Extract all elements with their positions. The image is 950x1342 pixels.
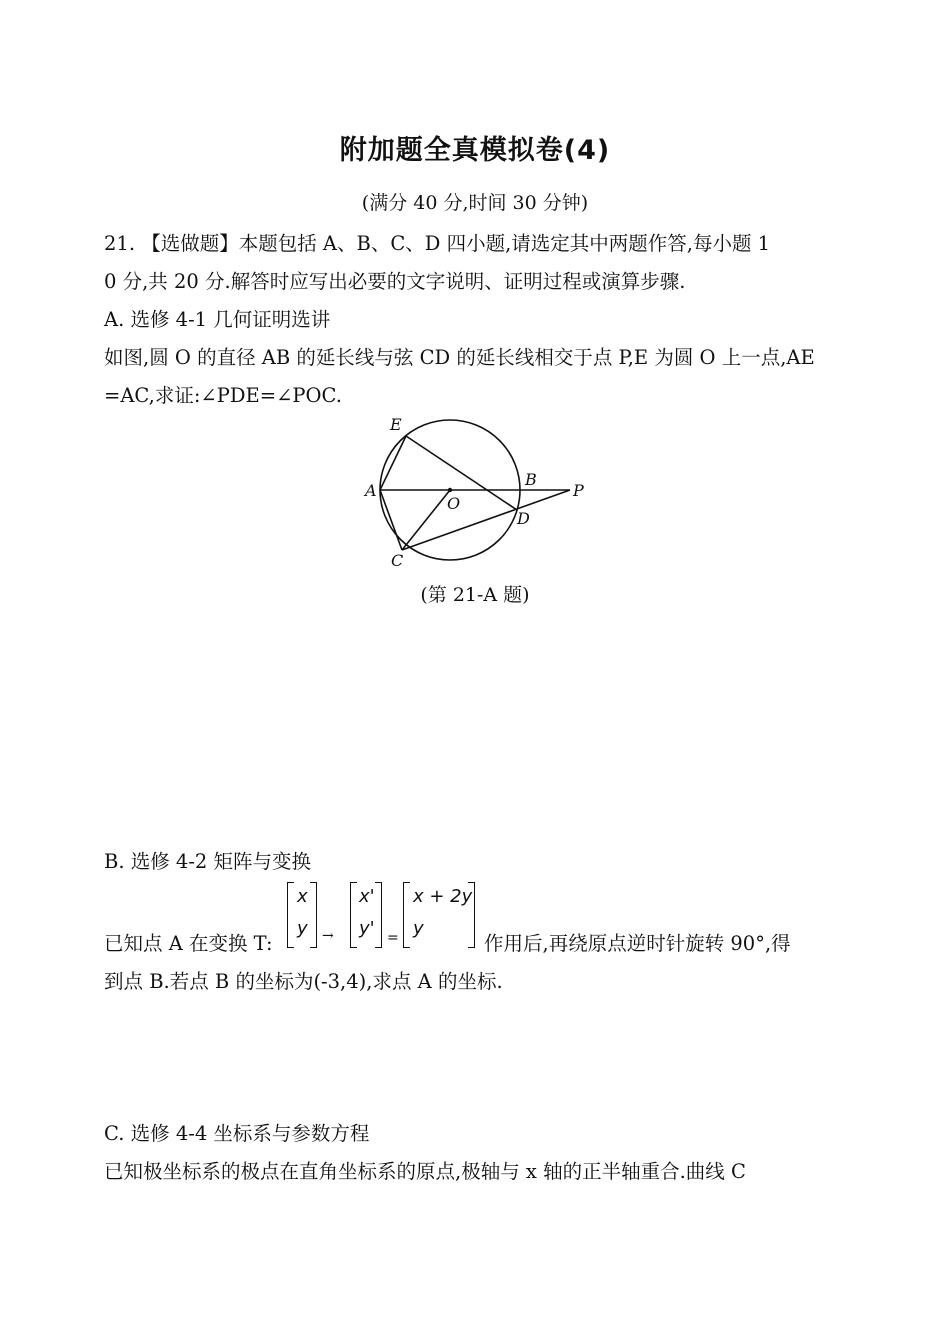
part-b-heading: B. 选修 4-2 矩阵与变换 <box>104 850 312 873</box>
matrix-xy <box>287 882 317 946</box>
part-a-heading: A. 选修 4-1 几何证明选讲 <box>104 308 331 331</box>
matrix-result-top: x + 2y <box>413 886 473 907</box>
matrix-result-bottom: y <box>413 918 424 939</box>
segment-ac <box>380 490 402 550</box>
matrix-xy-prime <box>350 882 382 946</box>
label-a: A <box>365 481 377 500</box>
matrix-xy-bottom: y <box>297 918 308 939</box>
equals-symbol: = <box>387 930 399 946</box>
part-b-line2: 到点 B.若点 B 的坐标为(-3,4),求点 A 的坐标. <box>104 970 503 993</box>
matrix-xy-top: x <box>297 886 308 907</box>
page-title: 附加题全真模拟卷(4) <box>339 135 611 166</box>
line-cp <box>402 490 570 550</box>
arrow-symbol: → <box>322 928 334 944</box>
label-e: E <box>390 415 402 434</box>
part-c-heading: C. 选修 4-4 坐标系与参数方程 <box>104 1122 370 1145</box>
matrix-xy-prime-bottom: y' <box>359 918 375 939</box>
matrix-result <box>403 882 475 946</box>
segment-ae <box>380 436 406 490</box>
label-b: B <box>525 470 537 489</box>
point-o <box>448 488 452 492</box>
figure-caption: (第 21-A 题) <box>420 584 530 606</box>
part-b-prefix: 已知点 A 在变换 T: <box>104 932 273 955</box>
label-p: P <box>573 481 584 500</box>
part-a-line2: =AC,求证:∠PDE=∠POC. <box>104 384 342 407</box>
label-o: O <box>447 494 461 513</box>
page-subtitle: (满分 40 分,时间 30 分钟) <box>361 192 589 214</box>
part-c-line1: 已知极坐标系的极点在直角坐标系的原点,极轴与 x 轴的正半轴重合.曲线 C <box>104 1160 746 1183</box>
segment-ed <box>406 436 517 510</box>
part-b-suffix: 作用后,再绕原点逆时针旋转 90°,得 <box>484 932 791 955</box>
geometry-figure <box>360 408 600 570</box>
q21-intro-line2: 0 分,共 20 分.解答时应写出必要的文字说明、证明过程或演算步骤. <box>104 270 686 293</box>
part-a-line1: 如图,圆 O 的直径 AB 的延长线与弦 CD 的延长线相交于点 P,E 为圆 O 上一点,AE <box>104 346 815 369</box>
label-d: D <box>517 509 530 528</box>
label-c: C <box>391 551 404 570</box>
q21-intro-line1: 21. 【选做题】本题包括 A、B、C、D 四小题,请选定其中两题作答,每小题 1 <box>104 232 771 255</box>
matrix-xy-prime-top: x' <box>359 886 375 907</box>
